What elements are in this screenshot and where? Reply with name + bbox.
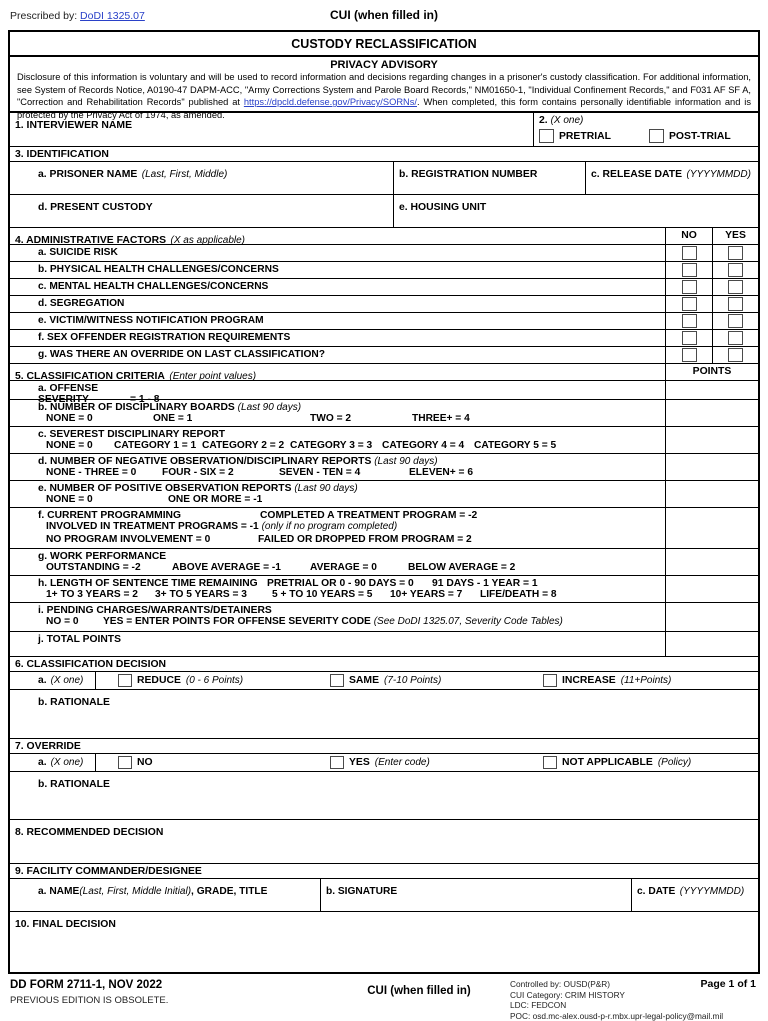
no-checkbox[interactable] xyxy=(682,246,697,260)
criterion-option: CATEGORY 5 = 5 xyxy=(474,440,557,451)
criterion-option: FAILED OR DROPPED FROM PROGRAM = 2 xyxy=(258,533,472,545)
form-body xyxy=(8,30,760,974)
criterion-option: FOUR - SIX = 2 xyxy=(162,467,234,478)
override-yes-checkbox[interactable] xyxy=(330,756,344,769)
criterion-option: INVOLVED IN TREATMENT PROGRAMS = -1 xyxy=(46,521,259,532)
yes-checkbox[interactable] xyxy=(728,348,743,362)
criterion-hint: (Last 90 days) xyxy=(294,483,358,494)
privacy-advisory xyxy=(10,57,758,120)
commander-date-label: c. DATE xyxy=(637,886,676,897)
controlled-by: Controlled by: OUSD(P&R) xyxy=(510,979,611,989)
increase-hint: (11+Points) xyxy=(620,675,672,686)
criterion-values: = 1 - 8 xyxy=(130,394,160,405)
no-checkbox[interactable] xyxy=(682,263,697,277)
classification-decision-row xyxy=(10,672,758,690)
criteria-row-sentence-time xyxy=(10,576,758,603)
criterion-option: CATEGORY 2 = 2 xyxy=(202,440,285,451)
reduce-label: REDUCE xyxy=(137,675,181,686)
criteria-title xyxy=(10,364,665,380)
same-option xyxy=(308,674,521,687)
registration-number-label: b. REGISTRATION NUMBER xyxy=(399,169,538,180)
admin-factors-title xyxy=(10,228,665,244)
pretrial-label: PRETRIAL xyxy=(559,130,611,142)
criteria-row-offense-severity xyxy=(10,381,758,405)
admin-factor-row-segregation xyxy=(10,296,758,313)
prisoner-name-label: a. PRISONER NAME xyxy=(38,169,138,180)
no-cell xyxy=(665,313,712,329)
criterion-option: SEVEN - TEN = 4 xyxy=(279,467,361,478)
section-5-header xyxy=(10,364,758,381)
recommended-decision-label: 8. RECOMMENDED DECISION xyxy=(15,827,164,838)
commander-name-field[interactable] xyxy=(10,879,321,911)
trial-type-field xyxy=(534,113,758,146)
criterion-title: a. OFFENSE SEVERITY xyxy=(38,383,99,405)
criterion-option: TWO = 2 xyxy=(310,413,352,424)
admin-factor-label: a. SUICIDE RISK xyxy=(38,247,118,258)
yes-cell xyxy=(712,347,758,363)
criterion-option: 1+ TO 3 YEARS = 2 xyxy=(46,589,138,600)
commander-date-field[interactable] xyxy=(632,879,758,911)
page-top-bar xyxy=(10,7,758,28)
privacy-heading: PRIVACY ADVISORY xyxy=(330,59,438,71)
criterion-hint: (See DoDI 1325.07, Severity Code Tables) xyxy=(373,616,563,627)
yes-cell xyxy=(712,262,758,278)
override-na-hint: (Policy) xyxy=(657,757,692,768)
final-decision-label: 10. FINAL DECISION xyxy=(15,919,116,930)
reduce-hint: (0 - 6 Points) xyxy=(185,675,244,686)
criteria-row-positive-reports xyxy=(10,481,758,508)
same-label: SAME xyxy=(349,675,380,686)
cui-banner-top: CUI (when filled in) xyxy=(330,8,438,22)
criteria-row-severest-report xyxy=(10,427,758,454)
criterion-option: ELEVEN+ = 6 xyxy=(409,467,473,478)
override-no-label: NO xyxy=(137,757,153,768)
points-input-work-performance[interactable] xyxy=(665,549,758,575)
points-input-sentence-time[interactable] xyxy=(665,576,758,602)
no-cell xyxy=(665,296,712,312)
criterion-title: h. LENGTH OF SENTENCE TIME REMAINING xyxy=(38,578,258,589)
admin-factor-row-override-last xyxy=(10,347,758,364)
yes-checkbox[interactable] xyxy=(728,263,743,277)
no-checkbox[interactable] xyxy=(682,314,697,328)
admin-factor-row-mental-health xyxy=(10,279,758,296)
points-input-pending-charges[interactable] xyxy=(665,603,758,631)
criteria-hint: (Enter point values) xyxy=(169,371,257,382)
override-na-option xyxy=(521,756,758,769)
criterion-option: CATEGORY 1 = 1 xyxy=(114,440,197,451)
points-input-total[interactable] xyxy=(665,632,758,656)
form-title: CUSTODY RECLASSIFICATION xyxy=(10,32,758,57)
override-yes-hint: (Enter code) xyxy=(374,757,430,768)
recommended-decision-field[interactable] xyxy=(10,820,758,864)
admin-factor-row-physical-health xyxy=(10,262,758,279)
release-date-field[interactable] xyxy=(586,162,758,194)
release-date-label: c. RELEASE DATE xyxy=(591,169,683,180)
interviewer-name-field[interactable] xyxy=(10,113,534,146)
column-header-points: POINTS xyxy=(665,364,758,380)
criterion-option: ONE OR MORE = -1 xyxy=(168,494,263,505)
no-checkbox[interactable] xyxy=(682,331,697,345)
admin-factor-label: d. SEGREGATION xyxy=(38,298,125,309)
column-header-yes: YES xyxy=(712,228,758,244)
final-decision-field[interactable] xyxy=(10,912,758,972)
form-number: DD FORM 2711-1, NOV 2022 xyxy=(10,979,163,991)
footer-left xyxy=(10,979,328,1021)
criterion-option: ONE = 1 xyxy=(153,413,193,424)
posttrial-label: POST-TRIAL xyxy=(669,130,731,142)
no-cell xyxy=(665,279,712,295)
criterion-option: 3+ TO 5 YEARS = 3 xyxy=(155,589,247,600)
override-no-checkbox[interactable] xyxy=(118,756,132,769)
commander-signature-field[interactable] xyxy=(321,879,632,911)
criterion-option: BELOW AVERAGE = 2 xyxy=(408,562,516,573)
override-yes-option xyxy=(308,756,521,769)
criteria-row-pending-charges xyxy=(10,603,758,632)
criterion-title: f. CURRENT PROGRAMMING xyxy=(38,510,182,521)
criteria-row-negative-reports xyxy=(10,454,758,481)
reduce-checkbox[interactable] xyxy=(118,674,132,687)
classification-rationale-label: b. RATIONALE xyxy=(38,697,110,708)
cui-banner-bottom: CUI (when filled in) xyxy=(367,985,471,997)
trial-type-hint: (X one) xyxy=(550,115,584,126)
page-footer xyxy=(10,979,758,1021)
criterion-option: THREE+ = 4 xyxy=(412,413,470,424)
criterion-option: 10+ YEARS = 7 xyxy=(390,589,463,600)
present-custody-label: d. PRESENT CUSTODY xyxy=(38,202,153,213)
privacy-text-part2: . When completed, this form contains personally identifiable information and is protected by the Privacy Act of 1974, as amended. xyxy=(17,97,751,120)
criterion-option: NONE = 0 xyxy=(46,494,93,505)
yes-checkbox[interactable] xyxy=(728,280,743,294)
x-one-hint: (X one) xyxy=(50,757,84,768)
criterion-option: COMPLETED A TREATMENT PROGRAM = -2 xyxy=(260,510,478,521)
criterion-option: NO = 0 xyxy=(46,616,79,627)
section-9-header: 9. FACILITY COMMANDER/DESIGNEE xyxy=(10,864,758,879)
section-6-header: 6. CLASSIFICATION DECISION xyxy=(10,657,758,672)
criterion-option: CATEGORY 4 = 4 xyxy=(382,440,465,451)
no-checkbox[interactable] xyxy=(682,280,697,294)
criterion-title: e. NUMBER OF POSITIVE OBSERVATION REPORTS xyxy=(38,483,292,494)
admin-factor-row-suicide-risk xyxy=(10,245,758,262)
x-one-cell xyxy=(10,672,96,689)
present-custody-field[interactable] xyxy=(10,195,394,227)
override-rationale-label: b. RATIONALE xyxy=(38,779,110,790)
criterion-hint: (Last 90 days) xyxy=(237,402,302,413)
section-4-header xyxy=(10,228,758,245)
identification-row-1 xyxy=(10,162,758,195)
poc: POC: osd.mc-alex.ousd-p-r.mbx.upr-legal-policy@mail.mil xyxy=(510,1010,724,1021)
criterion-option: YES = ENTER POINTS FOR OFFENSE SEVERITY CODE xyxy=(103,616,371,627)
yes-cell xyxy=(712,313,758,329)
yes-cell xyxy=(712,279,758,295)
increase-option xyxy=(521,674,758,687)
prescribed-by-label: Prescribed by: xyxy=(10,10,78,22)
increase-checkbox[interactable] xyxy=(543,674,557,687)
classification-rationale-field[interactable] xyxy=(10,690,758,739)
admin-factor-row-victim-witness xyxy=(10,313,758,330)
previous-edition-note: PREVIOUS EDITION IS OBSOLETE. xyxy=(10,995,169,1006)
section-1-2-row xyxy=(10,113,758,147)
criterion-option: ABOVE AVERAGE = -1 xyxy=(172,562,281,573)
criteria-row-current-programming xyxy=(10,508,758,549)
criterion-option: 5 + TO 10 YEARS = 5 xyxy=(272,589,373,600)
admin-factor-label: g. WAS THERE AN OVERRIDE ON LAST CLASSIFICATION? xyxy=(38,349,325,360)
admin-factors-label: 4. ADMINISTRATIVE FACTORS xyxy=(15,235,167,246)
criteria-row-disciplinary-boards xyxy=(10,400,758,427)
criterion-option: OUTSTANDING = -2 xyxy=(46,562,141,573)
yes-cell xyxy=(712,245,758,261)
admin-factor-label: b. PHYSICAL HEALTH CHALLENGES/CONCERNS xyxy=(38,264,279,275)
criterion-option: NONE - THREE = 0 xyxy=(46,467,137,478)
posttrial-option xyxy=(649,129,731,143)
section-3-header: 3. IDENTIFICATION xyxy=(10,147,758,162)
reduce-option xyxy=(96,674,308,687)
criteria-row-work-performance xyxy=(10,549,758,576)
release-date-hint: (YYYYMMDD) xyxy=(686,169,751,180)
criterion-title: c. SEVEREST DISCIPLINARY REPORT xyxy=(38,429,226,440)
commander-date-hint: (YYYYMMDD) xyxy=(679,886,745,897)
admin-factor-label: c. MENTAL HEALTH CHALLENGES/CONCERNS xyxy=(38,281,269,292)
points-input-disciplinary-boards[interactable] xyxy=(665,400,758,426)
sorns-link[interactable]: https://dpcld.defense.gov/Privacy/SORNs/ xyxy=(243,97,417,108)
criterion-option: AVERAGE = 0 xyxy=(310,562,377,573)
override-yes-label: YES xyxy=(349,757,370,768)
commander-name-label: a. NAME xyxy=(38,886,80,897)
cui-category: CUI Category: CRIM HISTORY xyxy=(510,989,625,1000)
yes-checkbox[interactable] xyxy=(728,314,743,328)
registration-number-field[interactable] xyxy=(394,162,586,194)
section-7-header: 7. OVERRIDE xyxy=(10,739,758,754)
no-cell xyxy=(665,347,712,363)
criterion-hint: (Last 90 days) xyxy=(374,456,438,467)
commander-name-label2: , GRADE, TITLE xyxy=(191,886,268,897)
criterion-hint: (only if no program completed) xyxy=(261,521,398,532)
housing-unit-label: e. HOUSING UNIT xyxy=(399,202,487,213)
criterion-title: j. TOTAL POINTS xyxy=(38,634,121,645)
pretrial-option xyxy=(539,129,649,143)
prisoner-name-field[interactable] xyxy=(10,162,394,194)
criteria-label: 5. CLASSIFICATION CRITERIA xyxy=(15,371,165,382)
commander-signature-label: b. SIGNATURE xyxy=(326,886,398,897)
no-checkbox[interactable] xyxy=(682,297,697,311)
same-checkbox[interactable] xyxy=(330,674,344,687)
points-input-current-programming[interactable] xyxy=(665,508,758,548)
increase-label: INCREASE xyxy=(562,675,616,686)
points-input-negative-reports[interactable] xyxy=(665,454,758,480)
interviewer-name-label: 1. INTERVIEWER NAME xyxy=(15,120,133,131)
no-cell xyxy=(665,262,712,278)
override-decision-row xyxy=(10,754,758,772)
points-input-severest-report[interactable] xyxy=(665,427,758,453)
criteria-row-total-points xyxy=(10,632,758,657)
x-one-number: a. xyxy=(38,757,47,768)
x-one-number: a. xyxy=(38,675,47,686)
admin-factors-hint: (X as applicable) xyxy=(170,235,245,246)
override-rationale-field[interactable] xyxy=(10,772,758,820)
housing-unit-field[interactable] xyxy=(394,195,758,227)
yes-checkbox[interactable] xyxy=(728,246,743,260)
override-na-checkbox[interactable] xyxy=(543,756,557,769)
pretrial-checkbox[interactable] xyxy=(539,129,554,143)
no-cell xyxy=(665,330,712,346)
yes-checkbox[interactable] xyxy=(728,331,743,345)
x-one-cell xyxy=(10,754,96,771)
criterion-title: g. WORK PERFORMANCE xyxy=(38,551,167,562)
yes-checkbox[interactable] xyxy=(728,297,743,311)
points-input-offense-severity[interactable] xyxy=(665,381,758,399)
criterion-title: b. NUMBER OF DISCIPLINARY BOARDS xyxy=(38,402,235,413)
criterion-option: CATEGORY 3 = 3 xyxy=(290,440,373,451)
override-no-option xyxy=(96,756,308,769)
x-one-hint: (X one) xyxy=(50,675,84,686)
criterion-title: d. NUMBER OF NEGATIVE OBSERVATION/DISCIPLINARY REPORTS xyxy=(38,456,372,467)
criterion-option: NO PROGRAM INVOLVEMENT = 0 xyxy=(46,533,211,545)
commander-name-hint: (Last, First, Middle Initial) xyxy=(79,886,192,897)
admin-factor-row-sex-offender xyxy=(10,330,758,347)
no-checkbox[interactable] xyxy=(682,348,697,362)
column-header-no: NO xyxy=(665,228,712,244)
page-indicator: Page 1 of 1 xyxy=(700,978,756,990)
criterion-option: 91 DAYS - 1 YEAR = 1 xyxy=(432,578,538,589)
criterion-title: i. PENDING CHARGES/WARRANTS/DETAINERS xyxy=(38,605,272,616)
admin-factor-label: e. VICTIM/WITNESS NOTIFICATION PROGRAM xyxy=(38,315,264,326)
criterion-option: NONE = 0 xyxy=(46,413,93,424)
footer-right xyxy=(510,979,758,1021)
no-cell xyxy=(665,245,712,261)
points-input-positive-reports[interactable] xyxy=(665,481,758,507)
criterion-option: LIFE/DEATH = 8 xyxy=(480,589,557,600)
yes-cell xyxy=(712,296,758,312)
identification-row-2 xyxy=(10,195,758,228)
admin-factor-label: f. SEX OFFENDER REGISTRATION REQUIREMENTS xyxy=(38,332,291,343)
criterion-option: NONE = 0 xyxy=(46,440,93,451)
dodi-link[interactable]: DoDI 1325.07 xyxy=(80,10,145,22)
criterion-option: PRETRIAL OR 0 - 90 DAYS = 0 xyxy=(267,578,414,589)
ldc: LDC: FEDCON xyxy=(510,1000,567,1011)
prisoner-name-hint: (Last, First, Middle) xyxy=(141,169,228,180)
same-hint: (7-10 Points) xyxy=(384,675,442,686)
yes-cell xyxy=(712,330,758,346)
privacy-text-part1: Disclosure of this information is voluntary and will be used to record information and decisions regarding changes in a prisoner's custody classification. For additional information, see System of Records Notice, A0190-47 DAPM-ACC, "Army Corrections System and Parole Board Records," NM01650-1, "Individual Confinement Records," and F031 AF SF A, "Correction and Rehabilitation Records" published at xyxy=(17,72,751,108)
posttrial-checkbox[interactable] xyxy=(649,129,664,143)
override-na-label: NOT APPLICABLE xyxy=(562,757,653,768)
trial-type-number: 2. xyxy=(539,115,548,126)
commander-signature-row xyxy=(10,879,758,912)
